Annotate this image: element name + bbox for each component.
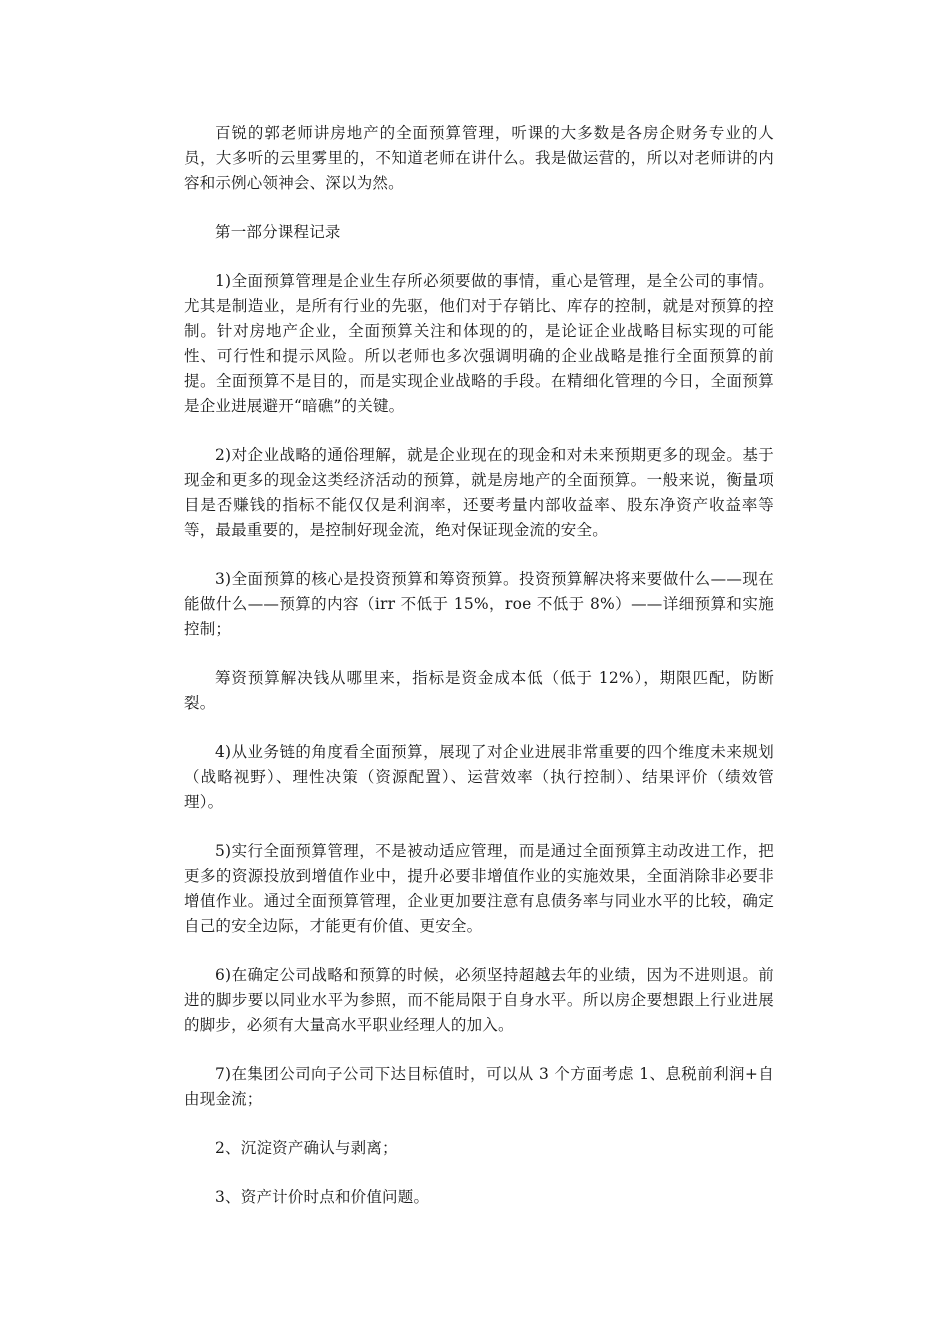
point-2-paragraph: 2)对企业战略的通俗理解，就是企业现在的现金和对未来预期更多的现金。基于现金和更多的现金这类经济活动的预算，就是房地产的全面预算。一般来说，衡量项目是否赚钱的指标不能仅仅是利润率，还要考量内部收益率、股东净资产收益率等等，最最重要的，是控制好现金流，绝对保证现金流的安全。 bbox=[184, 446, 774, 539]
point-3-paragraph: 3)全面预算的核心是投资预算和筹资预算。投资预算解决将来要做什么——现在能做什么——预算的内容（irr 不低于 15%，roe 不低于 8%）——详细预算和实施控制； bbox=[184, 570, 774, 638]
intro-paragraph: 百锐的郭老师讲房地产的全面预算管理，听课的大多数是各房企财务专业的人员，大多听的云里雾里的，不知道老师在讲什么。我是做运营的，所以对老师讲的内容和示例心领神会、深以为然。 bbox=[184, 124, 774, 192]
point-7-item-3: 3、资产计价时点和价值问题。 bbox=[215, 1188, 430, 1206]
point-6-paragraph: 6)在确定公司战略和预算的时候，必须坚持超越去年的业绩，因为不进则退。前进的脚步要以同业水平为参照，而不能局限于自身水平。所以房企要想跟上行业进展的脚步，必须有大量高水平职业经理人的加入。 bbox=[184, 966, 774, 1034]
point-7-item-2: 2、沉淀资产确认与剥离； bbox=[215, 1139, 398, 1157]
point-7-paragraph: 7)在集团公司向子公司下达目标值时，可以从 3 个方面考虑 1、息税前利润+自由现金流； bbox=[184, 1065, 774, 1108]
financing-budget-paragraph: 筹资预算解决钱从哪里来，指标是资金成本低（低于 12%），期限匹配，防断裂。 bbox=[184, 669, 774, 712]
section-heading: 第一部分课程记录 bbox=[215, 223, 341, 241]
document-body bbox=[184, 121, 774, 1210]
point-4-paragraph: 4)从业务链的角度看全面预算，展现了对企业进展非常重要的四个维度未来规划（战略视野）、理性决策（资源配置）、运营效率（执行控制）、结果评价（绩效管理）。 bbox=[184, 743, 774, 811]
point-5-paragraph: 5)实行全面预算管理，不是被动适应管理，而是通过全面预算主动改进工作，把更多的资源投放到增值作业中，提升必要非增值作业的实施效果，全面消除非必要非增值作业。通过全面预算管理，企业更加要注意有息债务率与同业水平的比较，确定自己的安全边际，才能更有价值、更安全。 bbox=[184, 842, 774, 935]
point-1-paragraph: 1)全面预算管理是企业生存所必须要做的事情，重心是管理，是全公司的事情。尤其是制造业，是所有行业的先驱，他们对于存销比、库存的控制，就是对预算的控制。针对房地产企业，全面预算关注和体现的的，是论证企业战略目标实现的可能性、可行性和提示风险。所以老师也多次强调明确的企业战略是推行全面预算的前提。全面预算不是目的，而是实现企业战略的手段。在精细化管理的今日，全面预算是企业进展避开“暗礁”的关键。 bbox=[184, 272, 774, 415]
